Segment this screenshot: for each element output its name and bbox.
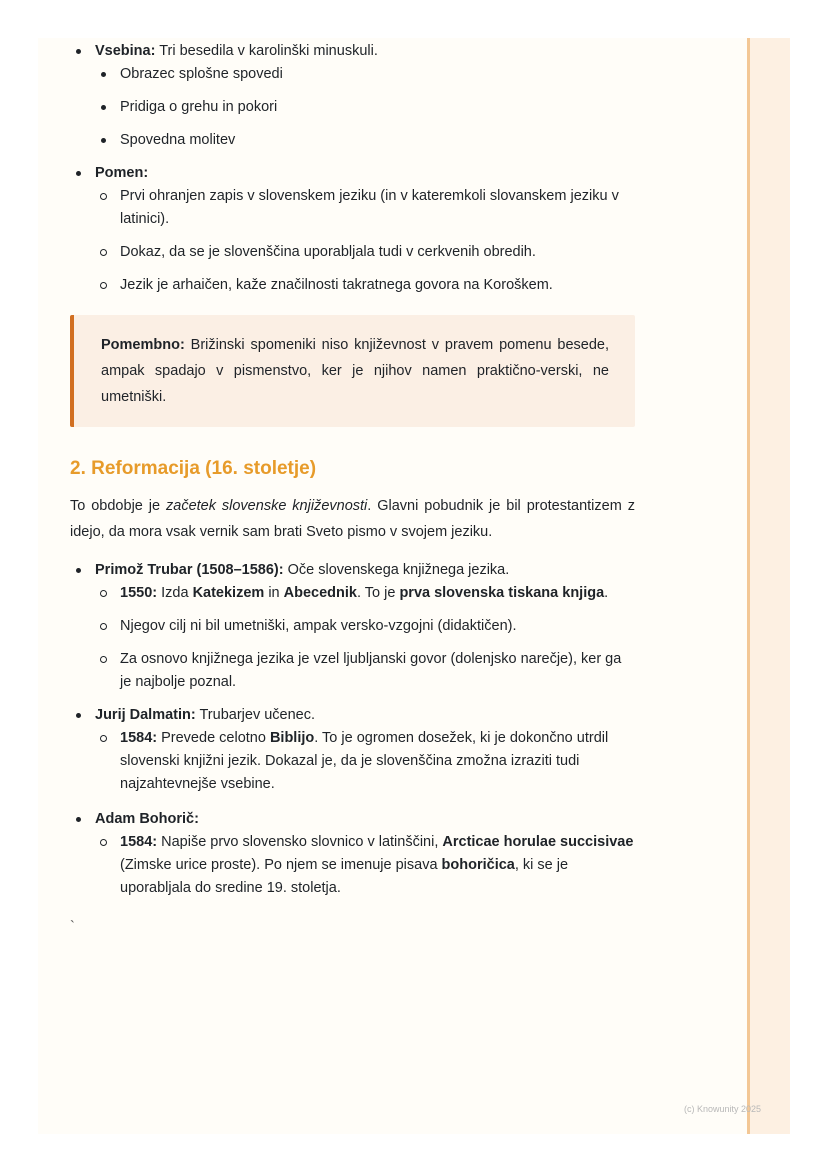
list-item (95, 831, 635, 900)
vsebina-text: Tri besedila v karolinški minuskuli. (155, 43, 378, 59)
text-run: Izda (157, 585, 193, 601)
dalmatin-sublist (95, 727, 635, 796)
section-heading: 2. Reformacija (16. stoletje) (70, 458, 317, 479)
dalmatin-name: Jurij Dalmatin: (95, 707, 196, 723)
list-item-text: Za osnovo knjižnega jezika je vzel ljubljanski govor (dolenjsko narečje), ker ga je najbolje poznal. (120, 651, 622, 690)
intro-text: To obdobje je (70, 498, 166, 514)
year-label: 1584: (120, 730, 158, 746)
year-label: 1550: (120, 585, 158, 601)
list-item (95, 274, 635, 297)
list-item (95, 615, 635, 638)
list-item-pomen (70, 162, 635, 297)
section1-list (70, 40, 635, 297)
text-run: Napiše prvo slovensko slovnico v latinščini, (157, 834, 443, 850)
bohoric-sublist (95, 831, 635, 900)
list-item (95, 129, 635, 152)
bold-run: Abecednik (283, 585, 357, 601)
bold-run: Katekizem (192, 585, 265, 601)
trubar-sublist (95, 582, 635, 694)
intro-text: . Glavni pobudnik je bil protestantizem z idejo, da mora vsak vernik sam brati Sveto pismo v svojem jeziku. (70, 498, 635, 540)
document-content (70, 40, 635, 936)
list-item (95, 648, 635, 694)
list-item-text: Jezik je arhaičen, kaže značilnosti takratnega govora na Koroškem. (120, 277, 553, 293)
dalmatin-desc: Trubarjev učenec. (195, 707, 316, 723)
section2-list (70, 559, 635, 900)
list-item (95, 63, 635, 86)
right-margin-line (747, 38, 750, 1134)
list-item-vsebina (70, 40, 635, 152)
pomen-label: Pomen: (95, 165, 149, 181)
right-margin-strip (747, 38, 790, 1134)
bohoric-name: Adam Bohorič: (95, 811, 199, 827)
important-callout (70, 315, 635, 427)
text-run: . To je ogromen dosežek, ki je dokončno utrdil slovenski knjižni jezik. Dokazal je, da je slovenščina zmožna izraziti tudi najzahtevnejše vsebine. (120, 730, 609, 792)
callout-label: Pomembno: (101, 337, 185, 353)
list-item-text: Dokaz, da se je slovenščina uporabljala tudi v cerkvenih obredih. (120, 244, 536, 260)
list-item-text: Pridiga o grehu in pokori (120, 99, 278, 115)
bold-run: bohoričica (441, 857, 515, 873)
list-item-text: Njegov cilj ni bil umetniški, ampak versko-vzgojni (didaktičen). (120, 618, 517, 634)
list-item (95, 96, 635, 119)
text-run: , ki se je uporabljala do sredine 19. stoletja. (120, 857, 569, 896)
list-item (95, 241, 635, 264)
intro-paragraph (70, 493, 635, 545)
bold-run: Arcticae horulae succisivae (442, 834, 634, 850)
intro-emphasis: začetek slovenske književnosti (166, 498, 368, 514)
text-run: in (264, 585, 284, 601)
text-run: (Zimske urice proste). Po njem se imenuje pisava (120, 857, 442, 873)
list-item-bohoric (70, 808, 635, 900)
list-item-text: Prvi ohranjen zapis v slovenskem jeziku (in v kateremkoli slovanskem jeziku v latinici). (120, 188, 619, 227)
callout-text: Brižinski spomeniki niso književnost v pravem pomenu besede, ampak spadajo v pismenstvo, ker je njihov namen praktično-verski, ne umetniški. (101, 337, 609, 405)
list-item-trubar (70, 559, 635, 694)
list-item (95, 185, 635, 231)
list-item (95, 727, 635, 796)
text-run: . To je (356, 585, 400, 601)
vsebina-label: Vsebina: (95, 43, 156, 59)
bold-run: Biblijo (269, 730, 315, 746)
pomen-sublist (95, 185, 635, 297)
text-run: . (604, 585, 609, 601)
list-item-dalmatin (70, 704, 635, 796)
trubar-desc: Oče slovenskega knjižnega jezika. (283, 562, 510, 578)
trubar-name: Primož Trubar (1508–1586): (95, 562, 284, 578)
list-item (95, 582, 635, 605)
text-run: Prevede celotno (157, 730, 270, 746)
trailing-backtick: ` (70, 919, 75, 935)
list-item-text: Spovedna molitev (120, 132, 236, 148)
year-label: 1584: (120, 834, 158, 850)
vsebina-sublist (95, 63, 635, 152)
list-item-text: Obrazec splošne spovedi (120, 66, 283, 82)
bold-run: prva slovenska tiskana knjiga (399, 585, 605, 601)
copyright-footer: (c) Knowunity 2025 (684, 1104, 762, 1114)
